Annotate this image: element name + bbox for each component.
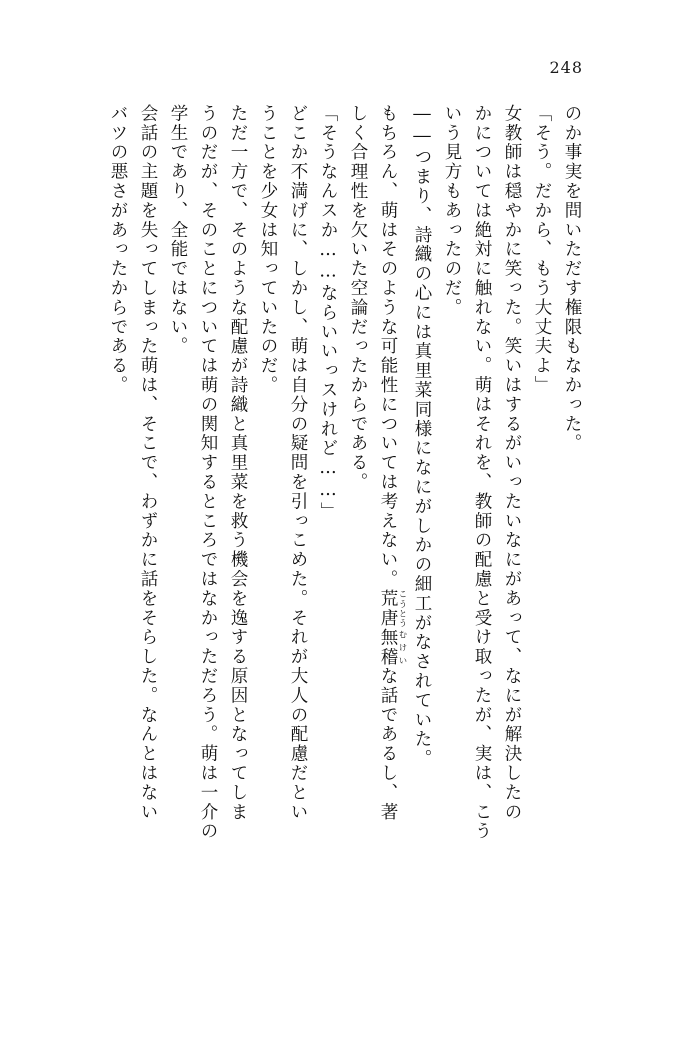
text-line: ただ一方で、そのような配慮が詩織と真里菜を救う機会を逸する原因となってしま [228, 104, 248, 822]
text-line: うのだが、そのことについては萌の関知するところではなかっただろう。萌は一介の [198, 104, 218, 842]
text-line: かについては絶対に触れない。萌はそれを、教師の配慮と受け取ったが、実は、こう [472, 104, 492, 842]
text-line: いう見方もあったのだ。 [442, 104, 462, 318]
text-line: バツの悪さがあったからである。 [108, 104, 128, 395]
vertical-text-body [60, 104, 587, 964]
ruby-荒唐: 荒唐 こうとう [378, 589, 407, 628]
text-line: 「そうなんスか……ならいいっスけれど……」 [318, 104, 338, 522]
text-line-with-ruby: もちろん、萌はそのような可能性については考えない。荒唐 こうとう無稽 むけいな話であるし、著 [378, 104, 407, 822]
text-line: 学生であり、全能ではない。 [168, 104, 188, 357]
text-line: 「そう。だから、もう大丈夫よ」 [532, 104, 552, 395]
text-line: 女教師は穏やかに笑った。笑いはするがいったいなにがあって、なにが解決したの [502, 104, 522, 822]
text-line: しく合理性を欠いた空論だったからである。 [348, 104, 368, 492]
ruby-無稽: 無稽 むけい [378, 627, 407, 667]
text-line: 会話の主題を失ってしまった萌は、そこで、わずかに話をそらした。なんとはない [138, 104, 158, 822]
text-line: どこか不満げに、しかし、萌は自分の疑問を引っこめた。それが大人の配慮だとい [288, 104, 308, 822]
page-number: 248 [549, 58, 583, 77]
text-line: うことを少女は知っていたのだ。 [258, 104, 278, 395]
text-line: ――つまり、詩織の心には真里菜同様になにがしかの細工がなされていた。 [412, 104, 432, 769]
text-line: のか事実を問いただす権限もなかった。 [562, 104, 582, 454]
